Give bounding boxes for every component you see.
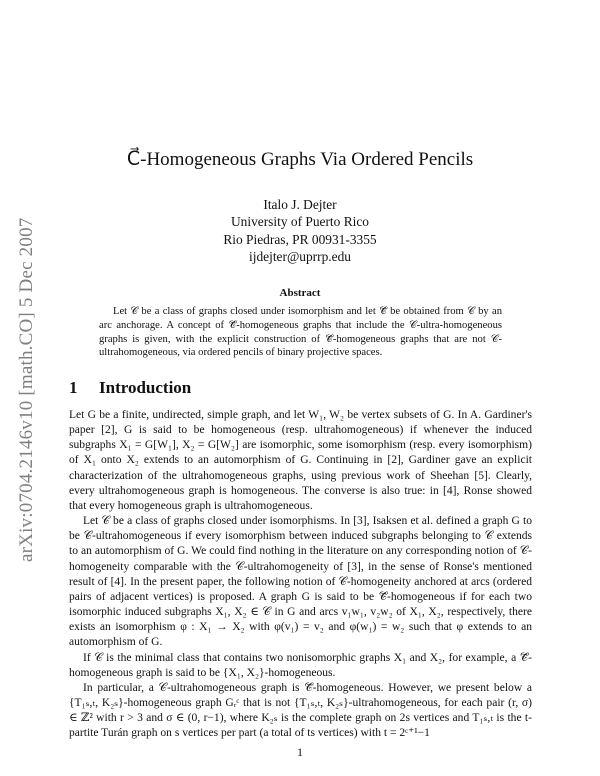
- body-text: [69, 408, 532, 741]
- arxiv-identifier: arXiv:0704.2146v10 [math.CO] 5 Dec 2007: [16, 217, 37, 562]
- abstract-body: [99, 305, 502, 360]
- author-affiliation: University of Puerto Rico: [231, 214, 369, 230]
- page-number: 1: [297, 745, 303, 759]
- paragraph-2: Let 𝒞 be a class of graphs closed under isomorphisms. In [3], Isaksen et al. defined a graph G to be 𝒞-ultrahomogeneous if every isomorphism between induced subgraphs belonging to 𝒞 extends to an automorphism of G. We could find nothing in the literature on any corresponding notion of 𝒞-homogeneity comparable with the 𝒞-ultrahomogeneity of [3], in the sense of Ronse's mentioned result of [4]. In the present paper, the following notion of 𝒞-homogeneity anchored at arcs (ordered pairs of adjacent vertices) is proposed. A graph G is said to be 𝒞⃗-homogeneous if for each two isomorphic induced subgraphs X₁, X₂ ∈ 𝒞 in G and arcs v₁w₁, v₂w₂ of X₁, X₂, respectively, there exists an isomorphism φ : X₁ → X₂ with φ(v₁) = v₂ and φ(w₁) = w₂ such that φ extends to an automorphism of G.: [69, 515, 532, 649]
- section-number: 1: [69, 378, 78, 397]
- author-address: Rio Piedras, PR 00931-3355: [223, 231, 377, 247]
- author-block: [150, 196, 450, 265]
- paragraph-3: If 𝒞 is the minimal class that contains two nonisomorphic graphs X₁ and X₂, for example, a 𝒞⃗-homogeneous graph is said to be {X₁, X₂}-homogeneous.: [69, 651, 532, 679]
- author-name: Italo J. Dejter: [263, 197, 337, 212]
- author-email: ijdejter@uprrp.edu: [249, 248, 351, 264]
- paper-title: C⃗-Homogeneous Graphs Via Ordered Pencils: [126, 149, 474, 170]
- abstract-text: Let 𝒞 be a class of graphs closed under isomorphism and let 𝒞⃗ be obtained from 𝒞 by an arc anchorage. A concept of 𝒞⃗-homogeneous graphs that include the 𝒞-ultra-homogeneous graphs is given, with the explicit construction of 𝒞⃗-homogeneous graphs that are not 𝒞-ultrahomogeneous, via ordered pencils of binary projective spaces.: [99, 306, 502, 359]
- paragraph-1: Let G be a finite, undirected, simple graph, and let W₁, W₂ be vertex subsets of G. In A. Gardiner's paper [2], G is said to be homogeneous (resp. ultrahomogeneous) if whenever the induced subgraphs X₁ = G[W₁], X₂ = G[W₂] are isomorphic, some isomorphism (resp. every isomorphism) of X₁ onto X₂ extends to an automorphism of G. Continuing in [2], Gardiner gave an explicit characterization of the ultrahomogeneous graphs, using previous work of Sheehan [5]. Clearly, every ultrahomogeneous graph is homogeneous. The converse is also true: in [4], Ronse showed that every homogeneous graph is ultrahomogeneous.: [69, 409, 532, 512]
- section-title: Introduction: [99, 378, 192, 397]
- section-heading: [69, 378, 191, 398]
- paragraph-4: In particular, a 𝒞-ultrahomogeneous graph is 𝒞⃗-homogeneous. However, we present below a {T₁ₛ,ₜ, K₂ₛ}-homogeneous graph Gᵣᶜ that is not {T₁ₛ,ₜ, K₂ₛ}-ultrahomogeneous, for each pair (r, σ) ∈ ℤ² with r > 3 and σ ∈ (0, r−1), where K₂ₛ is the complete graph on 2s vertices and T₁ₛ,ₜ is the t-partite Turán graph on s vertices per part (a total of ts vertices) with t = 2ᶜ⁺¹−1: [69, 681, 532, 740]
- abstract-heading: Abstract: [279, 287, 321, 299]
